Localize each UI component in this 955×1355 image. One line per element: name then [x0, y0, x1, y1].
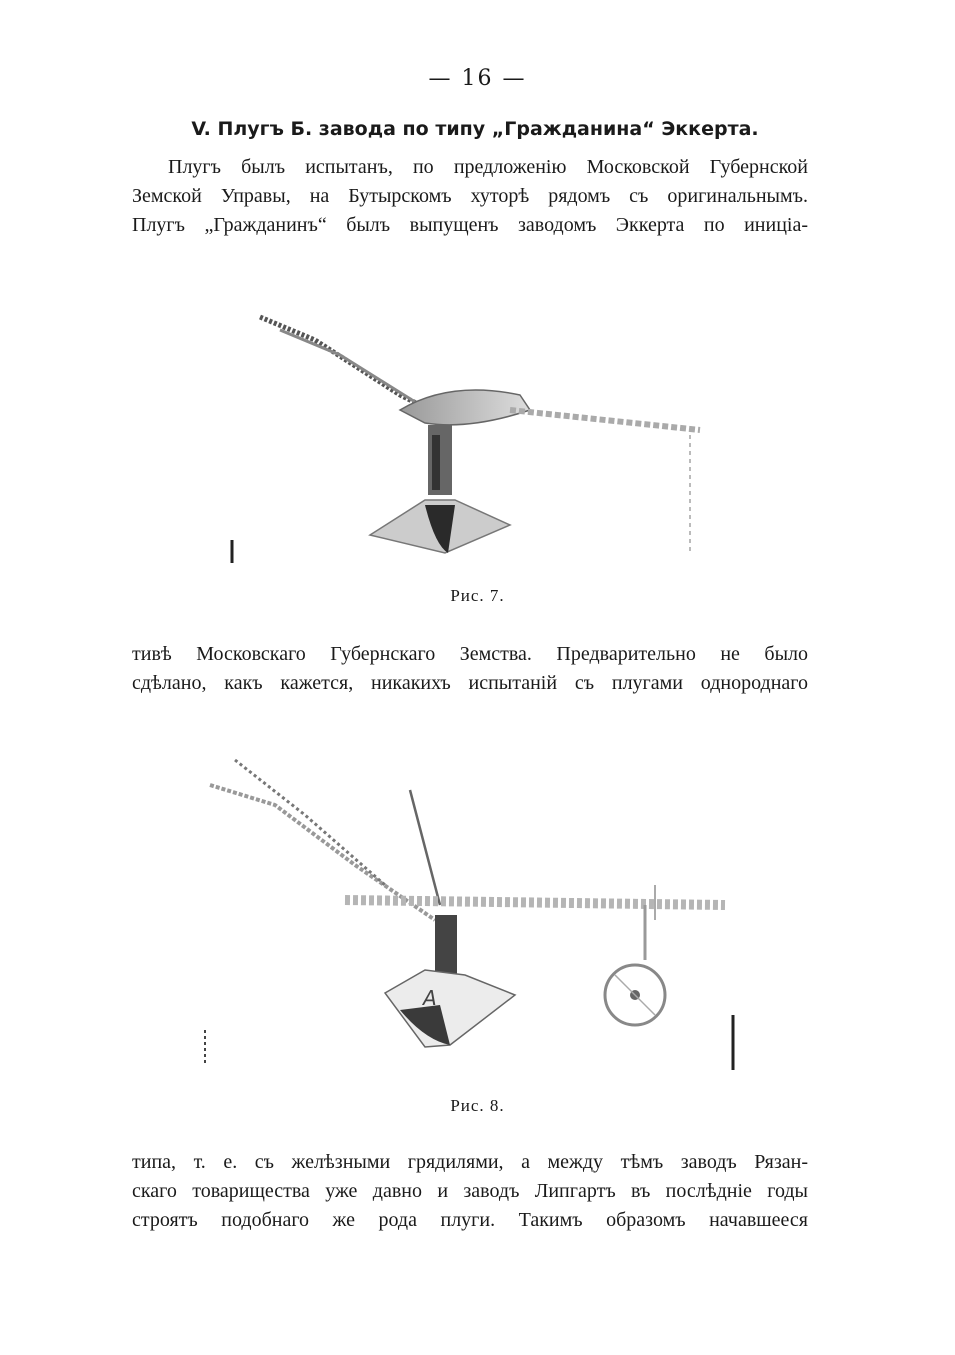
page-number: — 16 —: [428, 66, 527, 91]
paragraph-line: типа, т. е. съ желѣзными грядилями, а между тѣмъ заводъ Рязан-: [132, 1151, 808, 1173]
figure-7-caption: Рис. 7.: [450, 586, 505, 605]
paragraph-line: скаго товарищества уже давно и заводъ Липгартъ въ послѣдніе годы: [132, 1180, 808, 1202]
section-title: V. Плугъ Б. завода по типу „Гражданина“ Эккерта.: [191, 118, 759, 140]
paragraph-line: Плугъ „Гражданинъ“ былъ выпущенъ заводомъ Эккерта по иниціа-: [132, 214, 808, 236]
figure-8-caption: Рис. 8.: [450, 1096, 505, 1115]
paragraph-3: [132, 1148, 808, 1235]
plough-7-drawing: [220, 295, 720, 575]
paragraph-line: тивѣ Московскаго Губернскаго Земства. Предварительно не было: [132, 643, 808, 665]
figure-8-illustration: [195, 755, 745, 1085]
part-label: A: [423, 986, 437, 1010]
plough-8-drawing: [195, 755, 745, 1085]
paragraph-line: Земской Управы, на Бутырскомъ хуторѣ рядомъ съ оригинальнымъ.: [132, 185, 808, 207]
paragraph-line: строятъ подобнаго же рода плуги. Такимъ образомъ начавшееся: [132, 1209, 808, 1231]
paragraph-line: сдѣлано, какъ кажется, никакихъ испытаній съ плугами однороднаго: [132, 672, 808, 694]
paragraph-1: [132, 153, 808, 240]
paragraph-line: Плугъ былъ испытанъ, по предложенію Московской Губернской: [168, 156, 808, 178]
figure-7-illustration: [220, 295, 720, 575]
paragraph-2: [132, 640, 808, 698]
